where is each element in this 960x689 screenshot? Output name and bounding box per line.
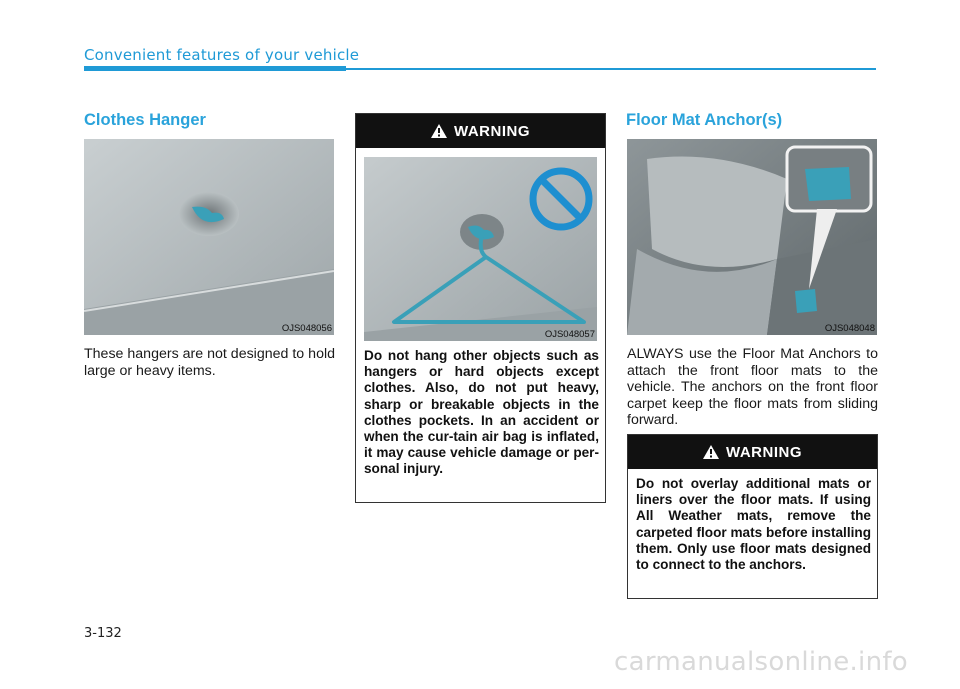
warning-text-floor-mat: Do not overlay additional mats or liners over the floor mats. If using All Weather mats, remove the carpeted floor mats before installing them. Only use floor mats designed to connect to the anchors.: [636, 476, 871, 573]
clothes-hanger-heading: Clothes Hanger: [84, 111, 206, 129]
clothes-hanger-photo: [84, 139, 334, 335]
prohibited-hanger-illustration: [364, 157, 597, 341]
warning-title: WARNING: [454, 122, 530, 140]
warning-header: [628, 435, 877, 469]
floor-mat-body: ALWAYS use the Floor Mat Anchors to attach the front floor mats to the vehicle. The anchors on the front floor carpet keep the floor mats from sliding forward.: [627, 346, 878, 429]
section-title: Convenient features of your vehicle: [84, 46, 360, 64]
floor-mat-heading: Floor Mat Anchor(s): [626, 111, 783, 129]
clothes-hanger-illustration: [84, 139, 334, 335]
warning-image-code: OJS048057: [544, 329, 595, 340]
watermark: carmanualsonline.info: [614, 647, 909, 677]
warning-title: WARNING: [726, 443, 802, 461]
warning-triangle-icon: [703, 445, 719, 459]
warning-triangle-icon: [431, 124, 447, 138]
floor-mat-illustration: [627, 139, 877, 335]
warning-box-floor-mat: [627, 434, 878, 599]
floor-anchor-icon: [795, 289, 817, 313]
floor-mat-image-code: OJS048048: [824, 323, 875, 334]
warning-text-hanger: Do not hang other objects such as hangers or hard objects except clothes. Also, do not put heavy, sharp or breakable objects in the clothes pockets. In an accident or when the cur-tain air bag is inflated, it may cause vehicle damage or per-sonal injury.: [364, 348, 599, 477]
anchor-detail-icon: [805, 167, 851, 201]
header-rule: [346, 68, 876, 70]
warning-header: [356, 114, 605, 148]
header-rule-accent: [84, 66, 346, 71]
page-number: 3-132: [84, 626, 122, 641]
prohibited-hanger-photo: [364, 157, 597, 341]
clothes-hanger-body: These hangers are not designed to hold large or heavy items.: [84, 346, 335, 379]
floor-mat-photo: [627, 139, 877, 335]
clothes-hanger-image-code: OJS048056: [281, 323, 332, 334]
warning-box-hanger: [355, 113, 606, 503]
